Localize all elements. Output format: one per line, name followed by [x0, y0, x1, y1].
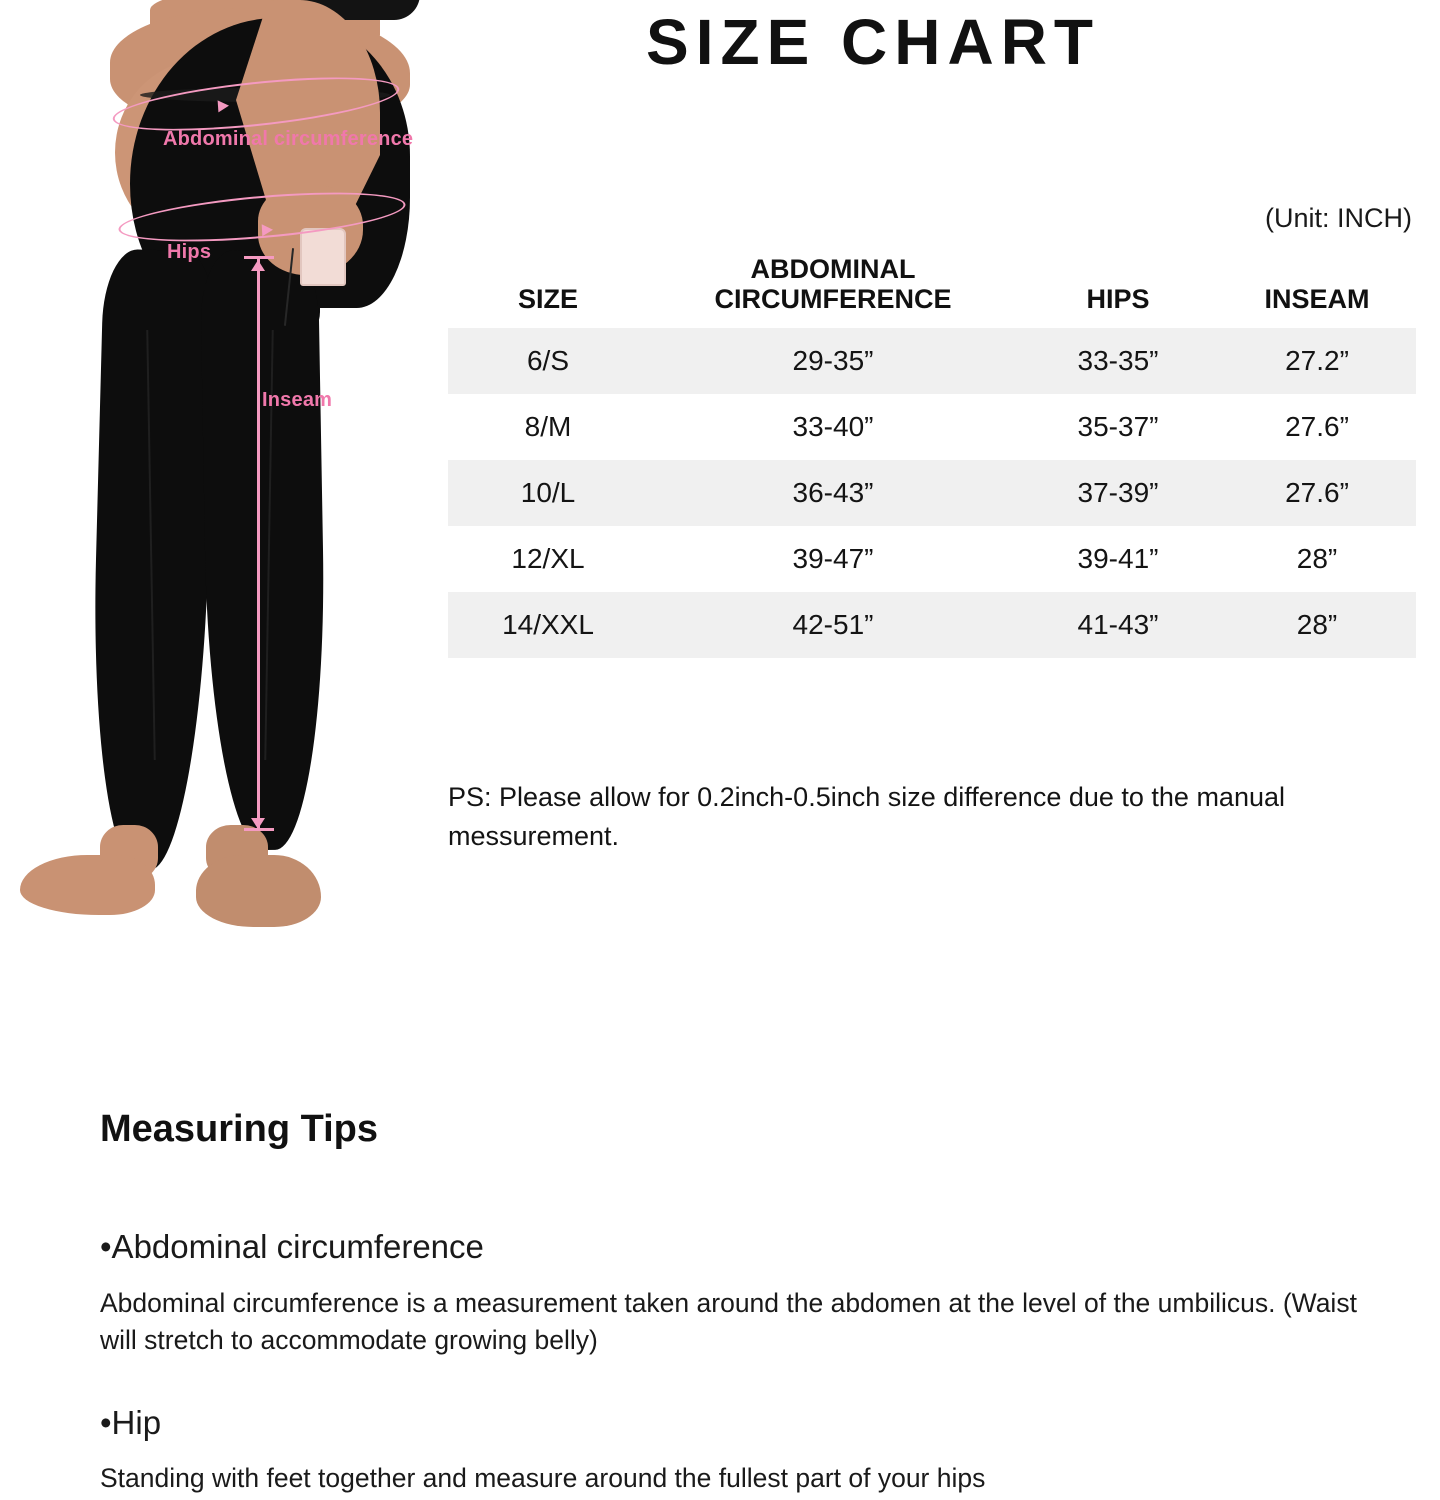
- header-abdominal-line2: CIRCUMFERENCE: [714, 284, 952, 315]
- hips-measure-arrow-icon: [262, 224, 274, 237]
- cell-abdominal: 29-35”: [792, 345, 874, 377]
- cell-inseam: 28”: [1296, 609, 1338, 641]
- size-chart-table: [448, 250, 1416, 658]
- cell-size: 12/XL: [511, 543, 585, 575]
- header-abdominal-circumference: [648, 250, 1018, 328]
- phone-in-pocket: [300, 228, 346, 286]
- cell-inseam: 27.2”: [1285, 345, 1349, 377]
- table-row: [448, 328, 1416, 394]
- header-inseam: INSEAM: [1264, 284, 1370, 315]
- cell-hips: 35-37”: [1077, 411, 1159, 443]
- cell-inseam: 27.6”: [1285, 477, 1349, 509]
- cell-size: 10/L: [520, 477, 576, 509]
- cell-size: 14/XXL: [502, 609, 594, 641]
- cell-hips: 39-41”: [1077, 543, 1159, 575]
- tip-body-abdominal: Abdominal circumference is a measurement taken around the abdomen at the level of the umbilicus. (Waist will stretch to accommodate growing belly): [100, 1288, 1357, 1355]
- tip-heading-abdominal: •Abdominal circumference: [100, 1228, 484, 1265]
- unit-note: (Unit: INCH): [1265, 203, 1412, 233]
- header-abdominal-line1: ABDOMINAL: [750, 254, 916, 284]
- cell-abdominal: 33-40”: [792, 411, 874, 443]
- table-row: [448, 592, 1416, 658]
- hips-annotation-label: Hips: [167, 241, 212, 263]
- model-right-foot: [196, 855, 321, 927]
- tip-heading-hip: •Hip: [100, 1404, 162, 1441]
- leggings-right-leg: [200, 249, 328, 851]
- cell-hips: 37-39”: [1077, 477, 1159, 509]
- cell-hips: 33-35”: [1077, 345, 1159, 377]
- abdominal-annotation-label: Abdominal circumference: [163, 128, 414, 150]
- header-size: SIZE: [517, 284, 578, 315]
- table-header-row: [448, 250, 1416, 328]
- abdominal-measure-arrow-icon: [218, 100, 230, 113]
- table-row: [448, 460, 1416, 526]
- measuring-tips-title: Measuring Tips: [100, 1108, 379, 1150]
- inseam-measure-line: [257, 258, 260, 830]
- table-row: [448, 394, 1416, 460]
- inseam-annotation-label: Inseam: [262, 389, 333, 411]
- cell-abdominal: 39-47”: [792, 543, 874, 575]
- inseam-arrow-up-icon: [251, 260, 265, 271]
- ps-note: PS: Please allow for 0.2inch-0.5inch size difference due to the manual messurement.: [448, 782, 1285, 852]
- page-title: SIZE CHART: [646, 6, 1100, 78]
- table-row: [448, 526, 1416, 592]
- cell-size: 6/S: [526, 345, 570, 377]
- cell-hips: 41-43”: [1077, 609, 1159, 641]
- header-hips: HIPS: [1086, 284, 1150, 315]
- cell-size: 8/M: [524, 411, 572, 443]
- tip-body-hip: Standing with feet together and measure around the fullest part of your hips: [100, 1463, 986, 1493]
- cell-inseam: 28”: [1296, 543, 1338, 575]
- inseam-bottom-cap: [244, 828, 274, 831]
- cell-abdominal: 42-51”: [792, 609, 874, 641]
- cell-abdominal: 36-43”: [792, 477, 874, 509]
- model-left-foot: [20, 855, 155, 915]
- model-illustration: [0, 0, 430, 960]
- cell-inseam: 27.6”: [1285, 411, 1349, 443]
